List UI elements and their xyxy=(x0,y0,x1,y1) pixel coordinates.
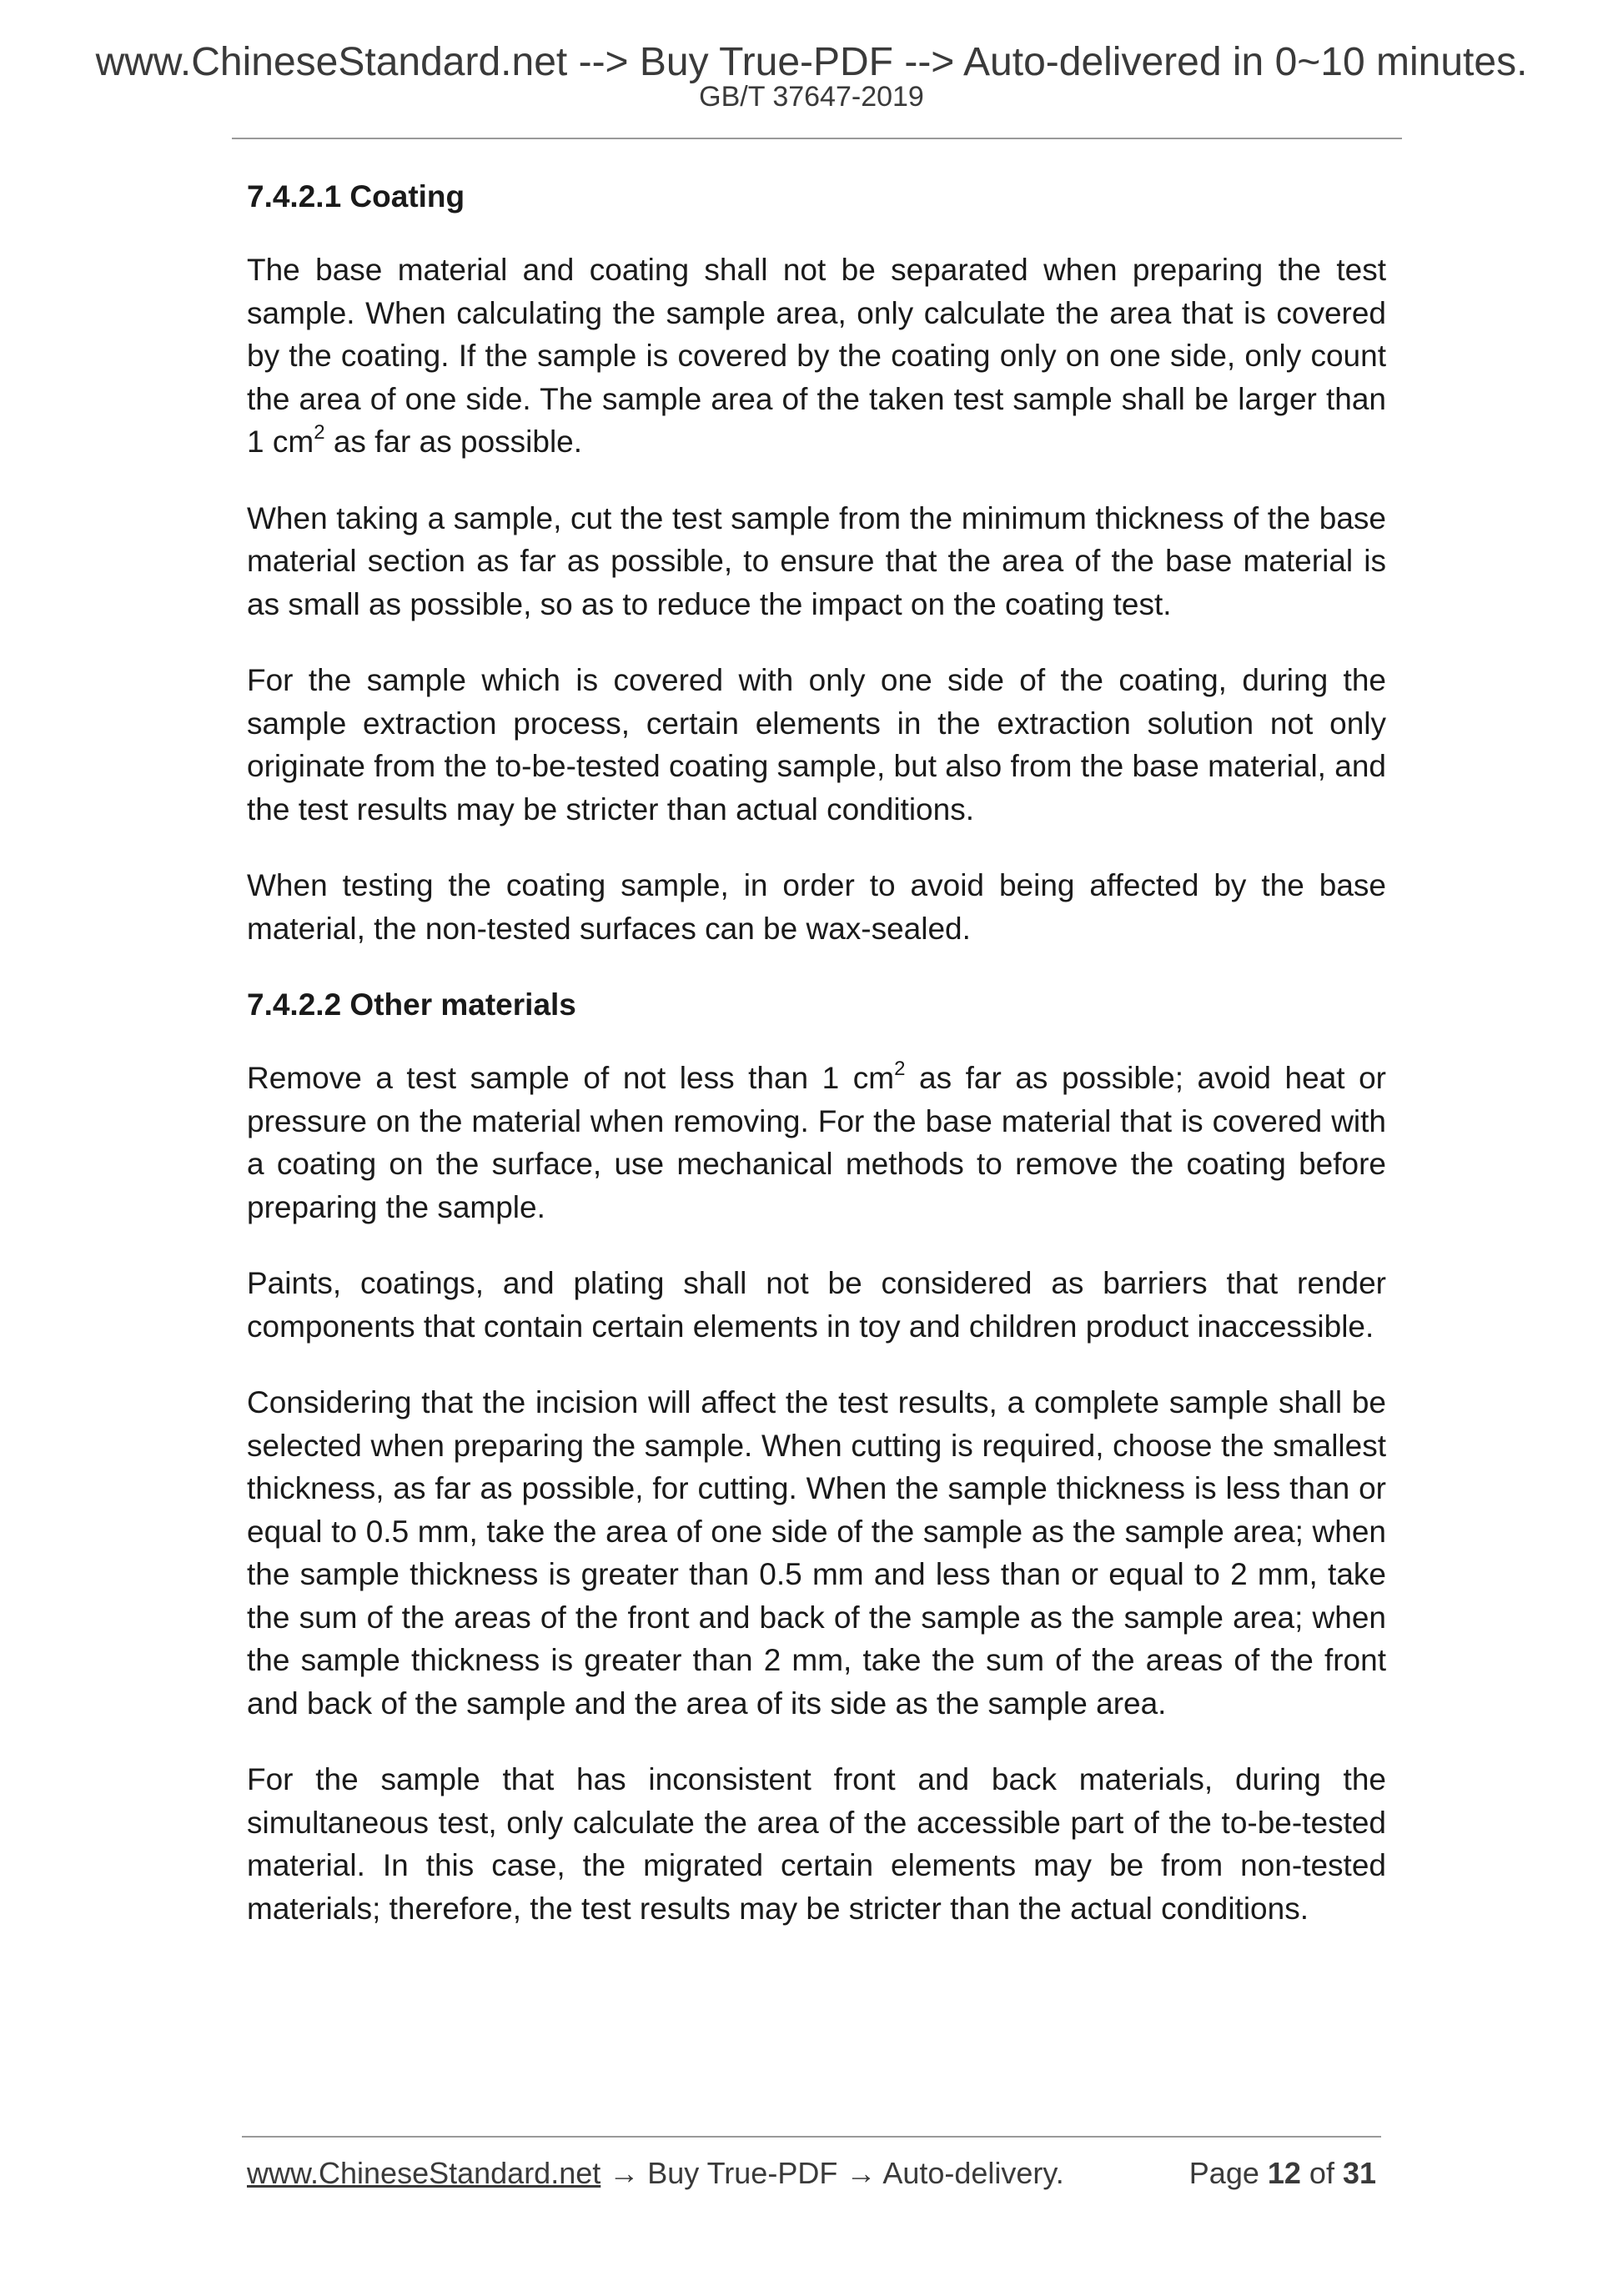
coating-paragraph-4: When testing the coating sample, in order to avoid being affected by the base material, the non-tested surfaces can be wax-sealed. xyxy=(247,868,1386,946)
footer-link[interactable]: www.ChineseStandard.net xyxy=(247,2156,601,2190)
other-p1-superscript: 2 xyxy=(894,1057,906,1080)
other-paragraph-2: Paints, coatings, and plating shall not be considered as barriers that render components that contain certain elements in toy and children product inaccessible. xyxy=(247,1266,1386,1344)
other-paragraph-4: For the sample that has inconsistent front and back materials, during the simultaneous test, only calculate the area of the accessible part of the to-be-tested material. In this case, the migrated certain elements may be from non-tested materials; therefore, the test results may be stricter than the actual conditions. xyxy=(247,1762,1386,1926)
section-heading-coating: 7.4.2.1 Coating xyxy=(247,179,465,214)
page-current: 12 xyxy=(1267,2156,1301,2190)
page-number xyxy=(1189,2155,1376,2192)
coating-p1-text-end: as far as possible. xyxy=(324,425,583,459)
document-body xyxy=(247,175,1386,1963)
page-label: Page xyxy=(1188,2156,1268,2190)
other-p1-text: Remove a test sample of not less than 1 cm xyxy=(247,1061,895,1095)
coating-paragraph-1 xyxy=(247,249,1386,464)
coating-p1-text: The base material and coating shall not be separated when preparing the test sample. When calculating the sample area, only calculate the area that is covered by the coating. If the sample is covered by the coating only on one side, only count the area of one side. The sample area of the taken test sample shall be larger than 1 cm xyxy=(247,253,1386,459)
page-total: 31 xyxy=(1342,2156,1376,2190)
footer-divider xyxy=(242,2136,1381,2138)
other-paragraph-3: Considering that the incision will affect the test results, a complete sample shall be selected when preparing the sample. When cutting is required, choose the smallest thickness, as far as possible, for cutting. When the sample thickness is less than or equal to 0.5 mm, take the area of one side of the sample as the sample area; when the sample thickness is greater than 0.5 mm and less than or equal to 2 mm, take the sum of the areas of the front and back of the sample as the sample area; when the sample thickness is greater than 2 mm, take the sum of the areas of the front and back of the sample and the area of its side as the sample area. xyxy=(247,1385,1386,1721)
standard-code: GB/T 37647-2019 xyxy=(699,81,924,113)
header-divider xyxy=(232,138,1402,139)
other-p1-text-end: as far as possible; avoid heat or pressure on the material when removing. For the base material that is covered with a coating on the surface, use mechanical methods to remove the coating before preparing the sample. xyxy=(247,1061,1386,1224)
header-banner: www.ChineseStandard.net --> Buy True-PDF --> Auto-delivered in 0~10 minutes. xyxy=(95,40,1528,84)
coating-paragraph-3: For the sample which is covered with only one side of the coating, during the sample extraction process, certain elements in the extraction solution not only originate from the to-be-tested coating sample, but also from the base material, and the test results may be stricter than actual conditions. xyxy=(247,663,1386,826)
coating-p1-superscript: 2 xyxy=(314,420,325,444)
other-paragraph-1 xyxy=(247,1057,1386,1228)
coating-paragraph-2: When taking a sample, cut the test sample from the minimum thickness of the base material section as far as possible, to ensure that the area of the base material is as small as possible, so as to reduce the impact on the coating test. xyxy=(247,500,1386,621)
section-heading-other-materials: 7.4.2.2 Other materials xyxy=(247,987,576,1022)
page-of-label: of xyxy=(1300,2156,1343,2190)
footer-tagline: → Buy True-PDF → Auto-delivery. xyxy=(600,2156,1064,2190)
footer-left xyxy=(247,2155,1064,2192)
